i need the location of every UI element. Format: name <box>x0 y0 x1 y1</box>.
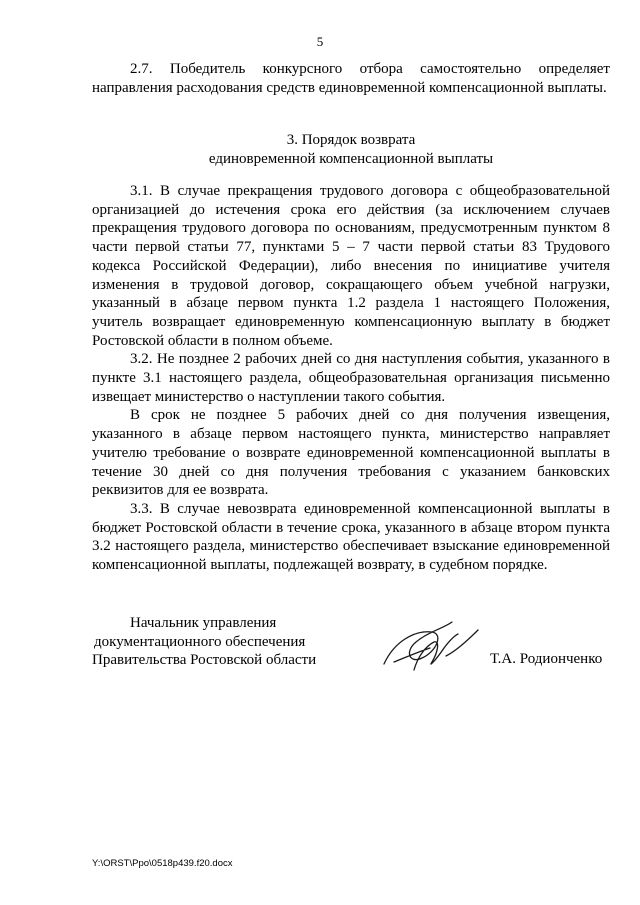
handwritten-signature <box>374 612 484 682</box>
section-title-line2: единовременной компенсационной выплаты <box>208 150 494 167</box>
clause-2-7-block <box>92 60 610 97</box>
signatory-line1: Начальник управления <box>130 615 277 631</box>
clause-3-3: 3.3. В случае невозврата единовременной компенсационной выплаты в бюджет Ростовской области в течение срока, указанного в абзаце втором пункта 3.2 настоящего раздела, министерство обеспечивает взыскание единовременной компенсационной выплаты, подлежащей возврату, в судебном порядке. <box>92 500 610 574</box>
page-number: 5 <box>316 34 324 49</box>
clause-3-2-paragraph-1: 3.2. Не позднее 2 рабочих дней со дня наступления события, указанного в пункте 3.1 настоящего раздела, общеобразовательная организация письменно извещает министерство о наступлении такого события. <box>92 351 610 405</box>
clause-3-1: 3.1. В случае прекращения трудового договора с общеобразовательной организацией до истечения срока его действия (за исключением случаев прекращения трудового договора по основаниям, предусмотренным пунктом 8 части первой статьи 77, пунктами 5 – 7 части первой статьи 83 Трудового кодекса Российской Федерации), либо внесения по инициативе учителя изменения в трудовой договор, сокращающего объем учебной нагрузки, указанный в абзаце первом пункта 1.2 раздела 1 настоящего Положения, учитель возвращает единовременную компенсационную выплату в бюджет Ростовской области в полном объеме. <box>92 183 610 349</box>
signatory-line2: документационного обеспечения <box>94 633 306 650</box>
section-title-line1: 3. Порядок возврата <box>286 132 416 148</box>
signatory-name: Т.А. Родионченко <box>490 651 603 667</box>
signatory-line3: Правительства Ростовской области <box>92 652 317 668</box>
section-heading <box>92 131 610 168</box>
signatory-title <box>92 614 316 670</box>
section-3-body <box>92 182 610 575</box>
clause-2-7: 2.7. Победитель конкурсного отбора самостоятельно определяет направления расходования средств единовременной компенсационной выплаты. <box>92 61 610 96</box>
clause-3-2-paragraph-2: В срок не позднее 5 рабочих дней со дня получения извещения, указанного в абзаце первом настоящего пункта, министерство направляет учителю требование о возврате единовременной компенсационной выплаты в течение 30 дней со дня получения требования с указанием банковских реквизитов для ее возврата. <box>92 407 610 499</box>
file-path-footer: Y:\ORST\Ppo\0518p439.f20.docx <box>92 858 233 869</box>
